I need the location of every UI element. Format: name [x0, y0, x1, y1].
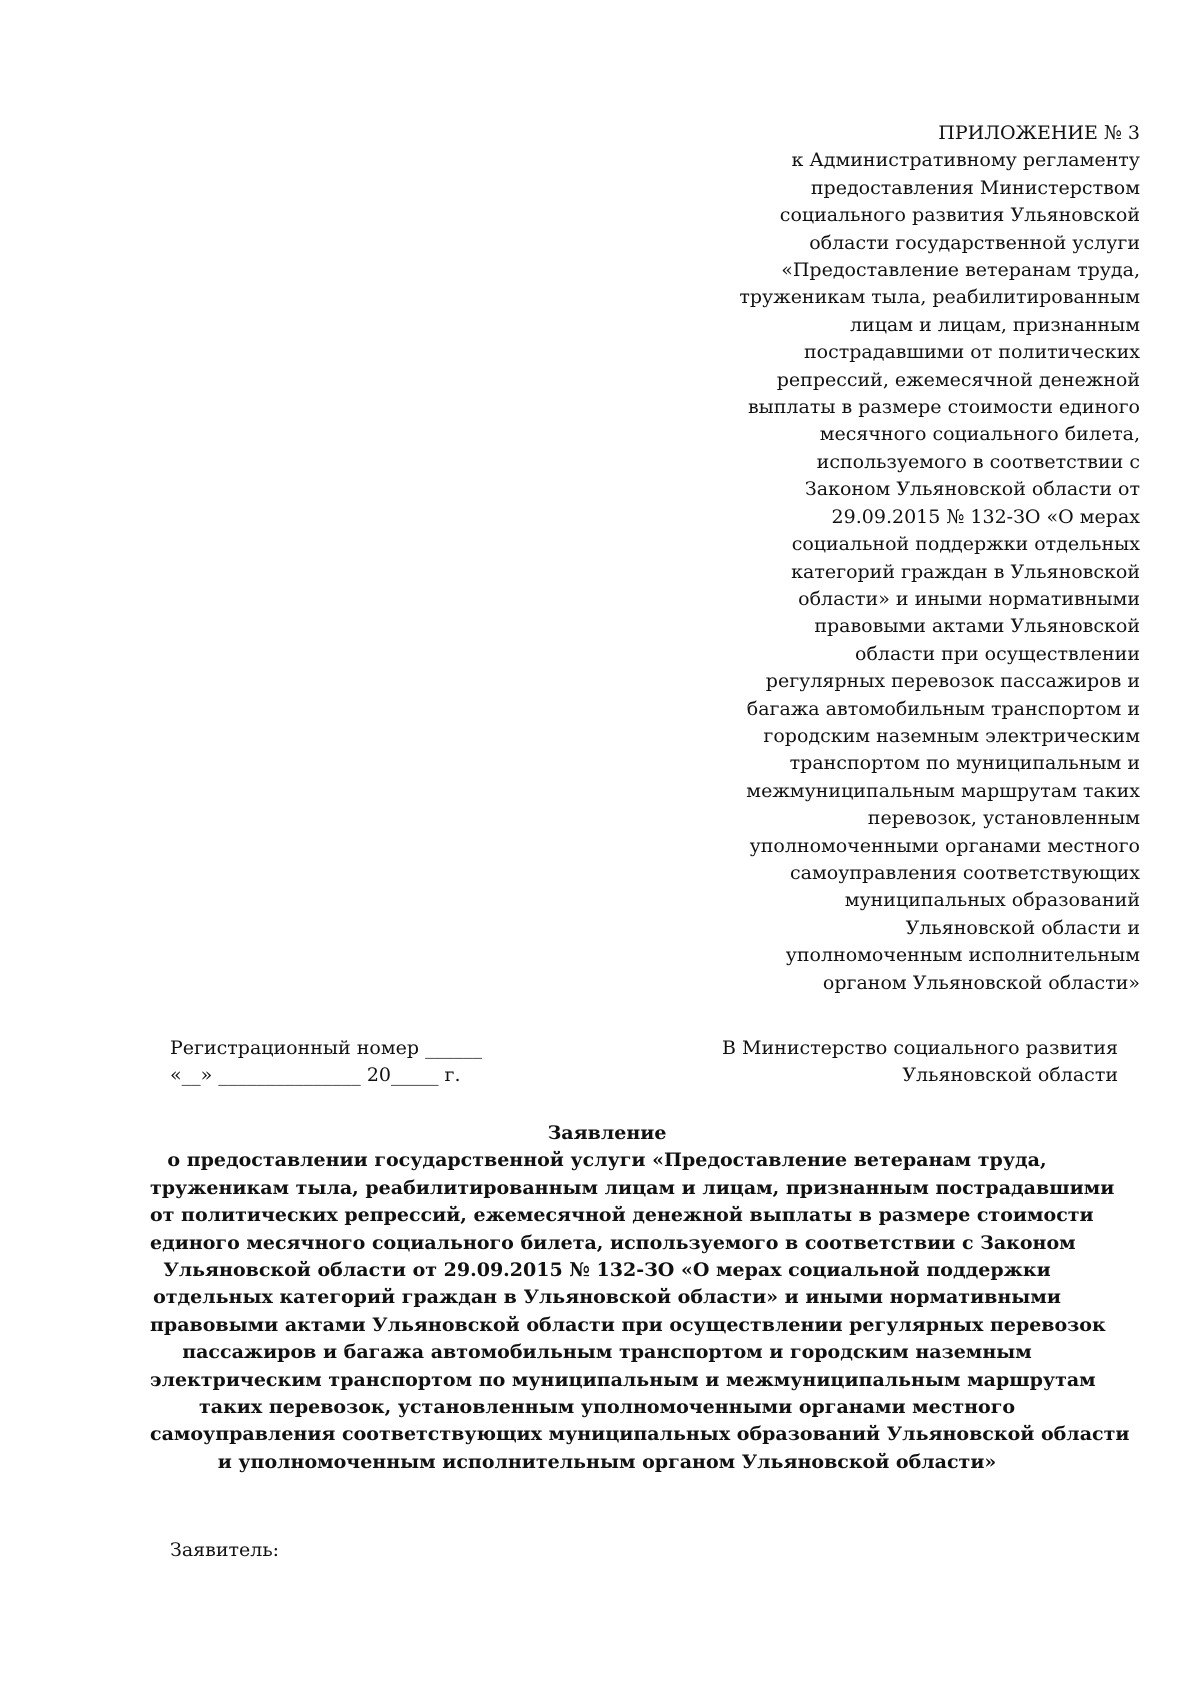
statement-line: самоуправления соответствующих муниципальных образований Ульяновской области — [150, 1423, 1130, 1446]
appendix-line: муниципальных образований — [844, 889, 1140, 912]
appendix-line: предоставления Министерством — [810, 176, 1140, 199]
appendix-line: уполномоченными органами местного — [749, 834, 1140, 857]
registration-date-line: «__» _______________ 20_____ г. — [170, 1064, 461, 1087]
appendix-line: транспортом по муниципальным и — [789, 752, 1140, 775]
statement-line: отдельных категорий граждан в Ульяновской области» и иными нормативными — [153, 1286, 1061, 1309]
appendix-line: перевозок, установленным — [867, 807, 1140, 830]
appendix-line: Ульяновской области и — [905, 916, 1140, 939]
statement-line: и уполномоченным исполнительным органом Ульяновской области» — [217, 1450, 997, 1473]
statement-line: пассажиров и багажа автомобильным транспортом и городским наземным — [182, 1341, 1032, 1364]
appendix-line: репрессий, ежемесячной денежной — [776, 368, 1140, 391]
appendix-line: категорий граждан в Ульяновской — [791, 560, 1140, 583]
registration-block — [170, 1035, 482, 1090]
addressee-line: В Министерство социального развития — [722, 1037, 1118, 1059]
appendix-line: ПРИЛОЖЕНИЕ № 3 — [938, 122, 1140, 144]
appendix-line: лицам и лицам, признанным — [849, 313, 1140, 336]
appendix-line: уполномоченным исполнительным — [785, 944, 1140, 967]
appendix-block — [660, 120, 1140, 997]
appendix-line: используемого в соответствии с — [816, 450, 1140, 473]
appendix-line: городским наземным электрическим — [763, 724, 1140, 747]
appendix-line: Законом Ульяновской области от — [804, 478, 1140, 501]
statement-line: таких перевозок, установленным уполномоченными органами местного — [198, 1396, 1016, 1419]
appendix-line: социальной поддержки отдельных — [791, 533, 1140, 556]
applicant-label: Заявитель: — [170, 1539, 280, 1561]
appendix-line: пострадавшими от политических — [804, 341, 1140, 364]
appendix-line: «Предоставление ветеранам труда, — [781, 259, 1140, 282]
appendix-line: труженикам тыла, реабилитированным — [739, 286, 1140, 309]
appendix-line: 29.09.2015 № 132-ЗО «О мерах — [831, 505, 1140, 528]
appendix-line: регулярных перевозок пассажиров и — [765, 670, 1140, 693]
statement-line: о предоставлении государственной услуги «Предоставление ветеранам труда, — [167, 1149, 1047, 1172]
statement-line: труженикам тыла, реабилитированным лицам и лицам, признанным пострадавшими — [150, 1176, 1115, 1199]
appendix-line: выплаты в размере стоимости единого — [747, 396, 1140, 419]
statement-line: от политических репрессий, ежемесячной денежной выплаты в размере стоимости — [150, 1204, 1094, 1227]
registration-number-line: Регистрационный номер ______ — [170, 1037, 483, 1059]
statement-line: Ульяновской области от 29.09.2015 № 132-ЗО «О мерах социальной поддержки — [163, 1259, 1051, 1282]
addressee-block — [722, 1035, 1118, 1090]
appendix-line: к Административному регламенту — [791, 149, 1140, 172]
statement-title-block — [150, 1120, 1130, 1476]
statement-line: правовыми актами Ульяновской области при осуществлении регулярных перевозок — [150, 1313, 1106, 1336]
appendix-line: самоуправления соответствующих — [790, 861, 1140, 884]
appendix-line: багажа автомобильным транспортом и — [746, 697, 1140, 720]
appendix-line: правовыми актами Ульяновской — [814, 615, 1140, 638]
appendix-line: области государственной услуги — [809, 231, 1140, 254]
statement-heading: Заявление — [547, 1122, 667, 1144]
appendix-line: социального развития Ульяновской — [779, 204, 1140, 227]
appendix-line: области при осуществлении — [855, 642, 1140, 665]
appendix-line: органом Ульяновской области» — [822, 971, 1140, 994]
appendix-line: месячного социального билета, — [819, 423, 1140, 446]
statement-line: электрическим транспортом по муниципальным и межмуниципальным маршрутам — [150, 1368, 1096, 1391]
addressee-line: Ульяновской области — [902, 1064, 1118, 1087]
statement-line: единого месячного социального билета, используемого в соответствии с Законом — [150, 1231, 1076, 1254]
appendix-line: межмуниципальным маршрутам таких — [746, 779, 1140, 802]
appendix-line: области» и иными нормативными — [798, 587, 1140, 610]
